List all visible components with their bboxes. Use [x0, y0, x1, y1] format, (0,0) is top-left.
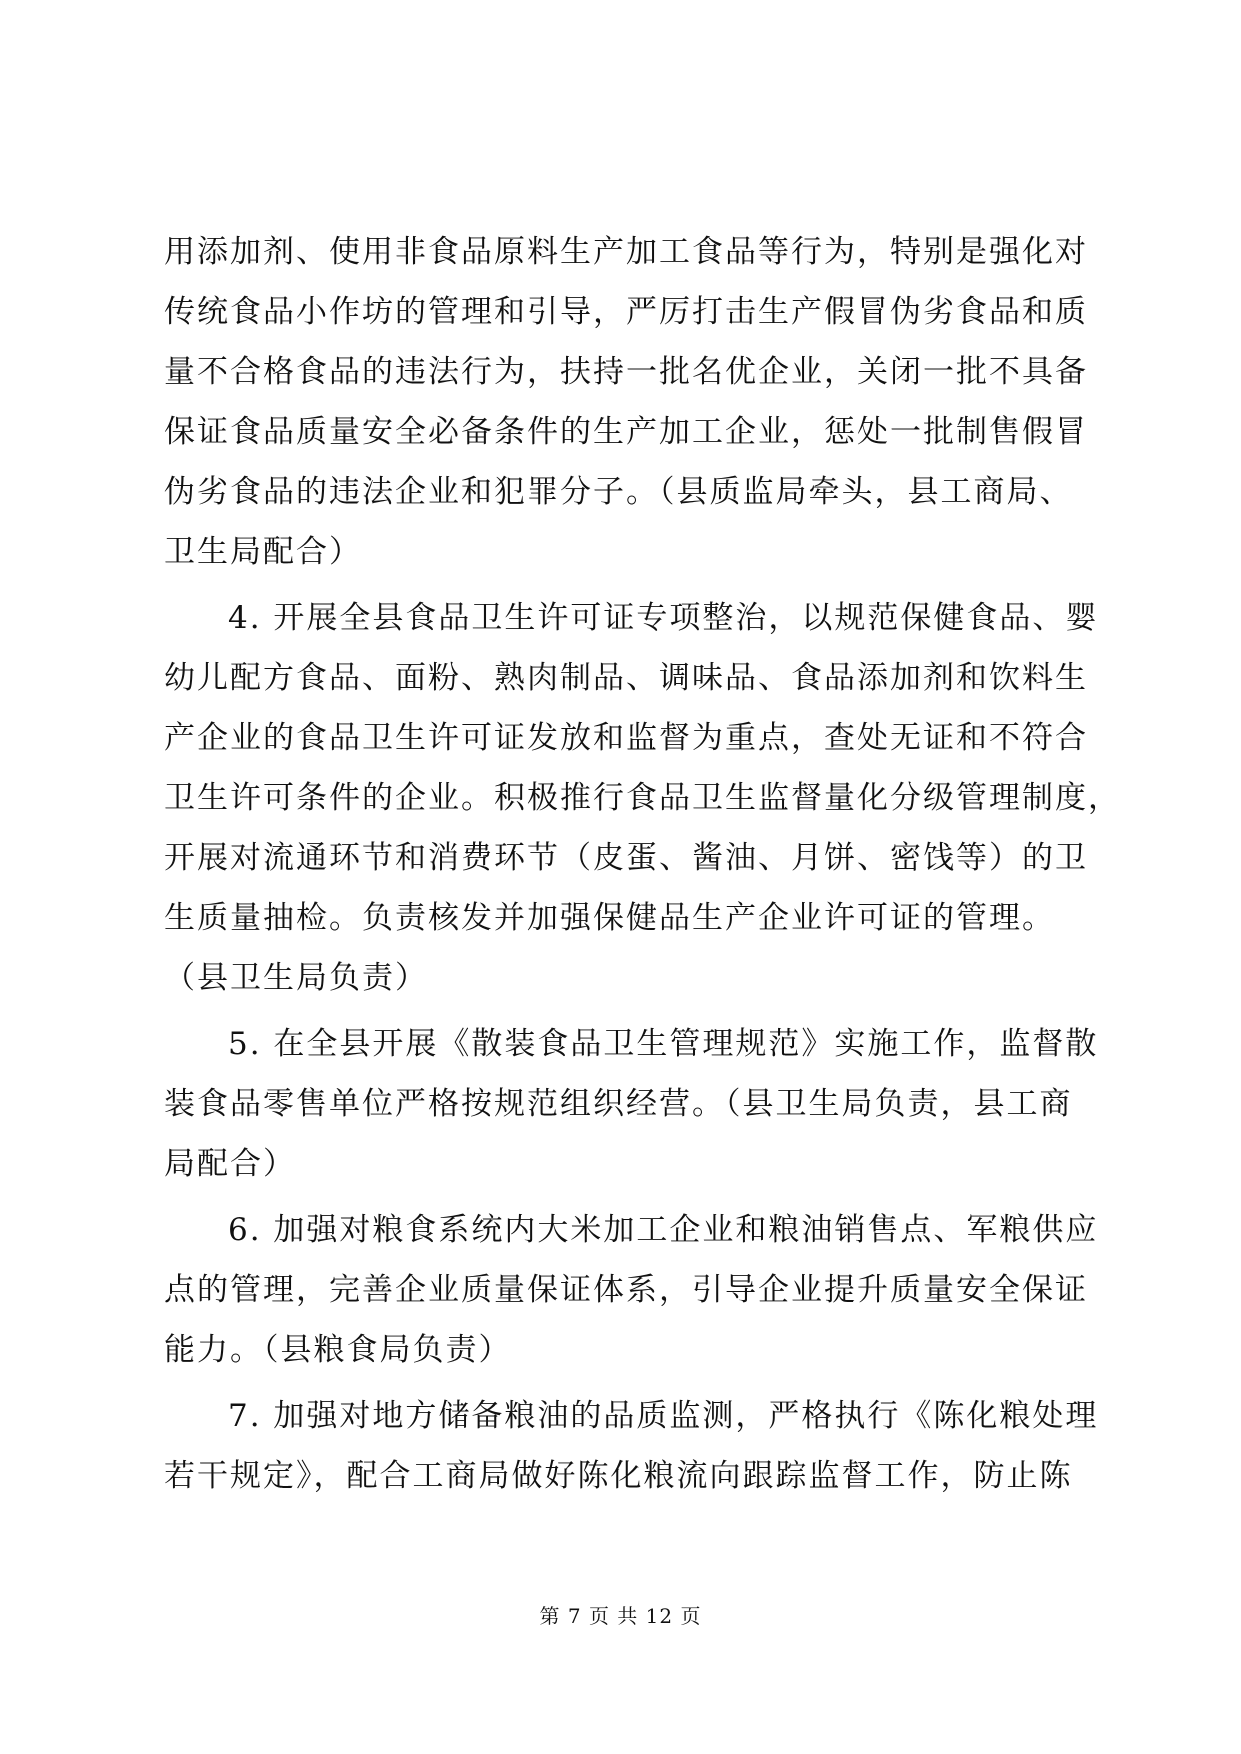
text-line: 传统食品小作坊的管理和引导，严厉打击生产假冒伪劣食品和质	[164, 294, 1088, 330]
text-line: 7. 加强对地方储备粮油的品质监测，严格执行《陈化粮处理	[228, 1398, 1099, 1434]
text-line: 局配合）	[164, 1146, 296, 1182]
paragraph-item-6	[164, 1200, 1099, 1380]
paragraph-item-4	[164, 588, 1121, 1008]
text-line: 5. 在全县开展《散装食品卫生管理规范》实施工作，监督散	[228, 1026, 1099, 1062]
text-line: 点的管理，完善企业质量保证体系，引导企业提升质量安全保证	[164, 1272, 1088, 1308]
text-line: 4. 开展全县食品卫生许可证专项整治，以规范保健食品、婴	[228, 600, 1099, 636]
text-line: （县卫生局负责）	[164, 960, 428, 996]
page-number-footer: 第 7 页 共 12 页	[539, 1604, 702, 1628]
paragraph-item-7	[164, 1386, 1099, 1506]
paragraph-item-5	[164, 1014, 1099, 1194]
text-line: 装食品零售单位严格按规范组织经营。（县卫生局负责，县工商	[164, 1086, 1073, 1122]
text-line: 用添加剂、使用非食品原料生产加工食品等行为，特别是强化对	[164, 234, 1088, 270]
text-line: 卫生局配合）	[164, 534, 362, 570]
text-line: 保证食品质量安全必备条件的生产加工企业，惩处一批制售假冒	[164, 414, 1088, 450]
paragraph-continued	[164, 222, 1088, 582]
text-line: 幼儿配方食品、面粉、熟肉制品、调味品、食品添加剂和饮料生	[164, 660, 1088, 696]
text-line: 产企业的食品卫生许可证发放和监督为重点，查处无证和不符合	[164, 720, 1088, 756]
document-body	[164, 222, 1121, 1506]
text-line: 开展对流通环节和消费环节（皮蛋、酱油、月饼、密饯等）的卫	[164, 840, 1088, 876]
text-line: 卫生许可条件的企业。积极推行食品卫生监督量化分级管理制度，	[164, 780, 1121, 816]
text-line: 量不合格食品的违法行为，扶持一批名优企业，关闭一批不具备	[164, 354, 1088, 390]
text-line: 若干规定》，配合工商局做好陈化粮流向跟踪监督工作，防止陈	[164, 1458, 1073, 1494]
text-line: 6. 加强对粮食系统内大米加工企业和粮油销售点、军粮供应	[228, 1212, 1099, 1248]
text-line: 能力。（县粮食局负责）	[164, 1332, 512, 1368]
text-line: 生质量抽检。负责核发并加强保健品生产企业许可证的管理。	[164, 900, 1055, 936]
text-line: 伪劣食品的违法企业和犯罪分子。（县质监局牵头，县工商局、	[164, 474, 1073, 510]
